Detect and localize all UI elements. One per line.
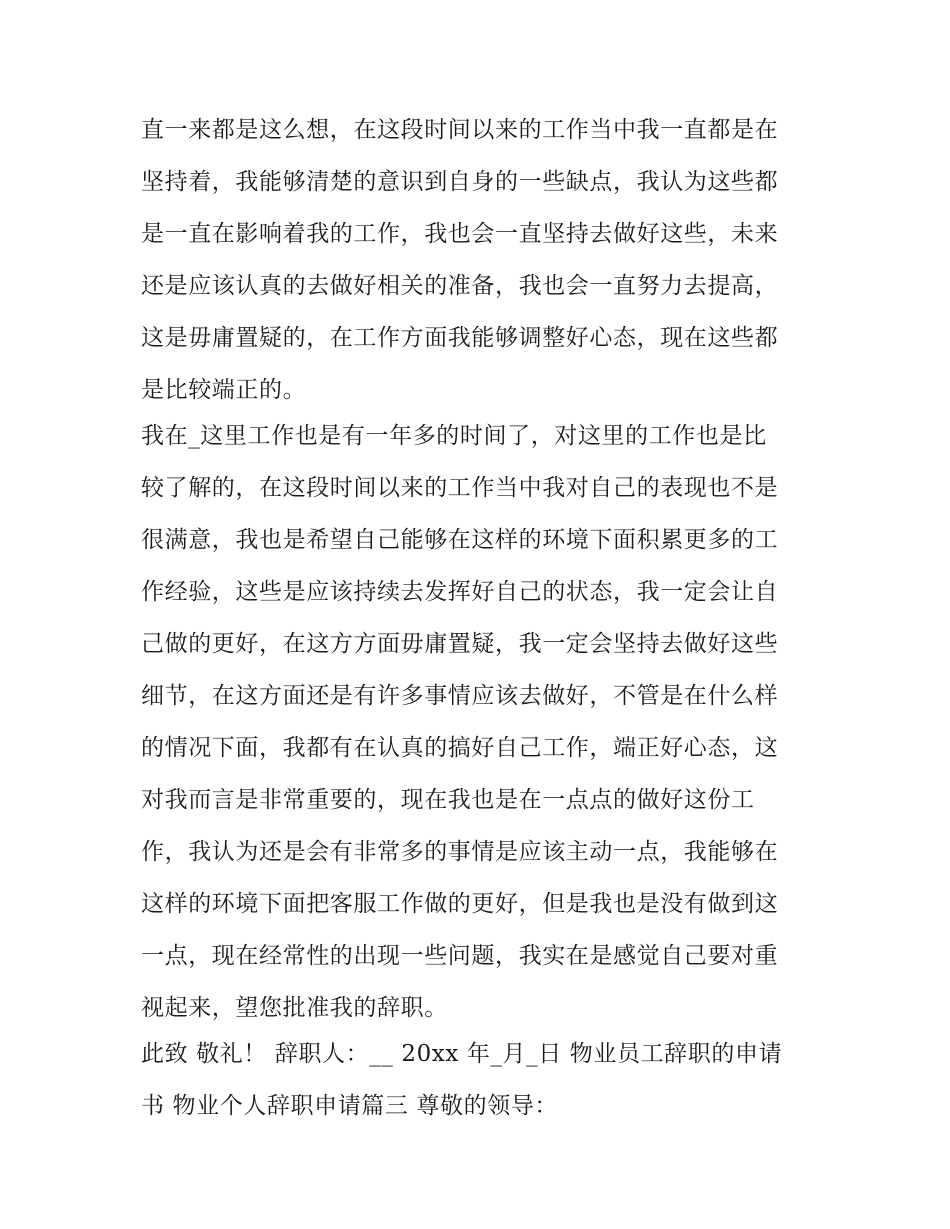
text-line: 还是应该认真的去做好相关的准备，我也会一直努力去提高，: [141, 273, 779, 299]
text-line: 书 物业个人辞职申请篇三 尊敬的领导：: [141, 1093, 559, 1119]
text-line: 的情况下面，我都有在认真的搞好自己工作，端正好心态，这: [141, 735, 779, 761]
text-line: 视起来，望您批准我的辞职。: [141, 995, 448, 1021]
text-line: 直一来都是这么想，在这段时间以来的工作当中我一直都是在: [141, 117, 779, 143]
text-line: 是比较端正的。: [141, 377, 307, 403]
text-line: 作经验，这些是应该持续去发挥好自己的状态，我一定会让自: [141, 579, 779, 605]
text-line: 很满意，我也是希望自己能够在这样的环境下面积累更多的工: [141, 527, 779, 553]
text-line: 己做的更好，在这方方面毋庸置疑，我一定会坚持去做好这些: [141, 631, 779, 657]
text-line: 这样的环境下面把客服工作做的更好，但是我也是没有做到这: [141, 891, 779, 917]
text-line: 坚持着，我能够清楚的意识到自身的一些缺点，我认为这些都: [141, 169, 779, 195]
text-line: 我在_这里工作也是有一年多的时间了，对这里的工作也是比: [141, 423, 767, 449]
text-line: 对我而言是非常重要的，现在我也是在一点点的做好这份工: [141, 787, 755, 813]
text-line: 是一直在影响着我的工作，我也会一直坚持去做好这些，未来: [141, 221, 779, 247]
text-line: 这是毋庸置疑的，在工作方面我能够调整好心态，现在这些都: [141, 325, 779, 351]
text-line: 此致 敬礼！ 辞职人：__ 20xx 年_月_日 物业员工辞职的申请: [141, 1041, 783, 1067]
text-line: 细节，在这方面还是有许多事情应该去做好，不管是在什么样: [141, 683, 779, 709]
text-line: 作，我认为还是会有非常多的事情是应该主动一点，我能够在: [141, 839, 779, 865]
text-line: 较了解的，在这段时间以来的工作当中我对自己的表现也不是: [141, 475, 779, 501]
text-line: 一点，现在经常性的出现一些问题，我实在是感觉自己要对重: [141, 943, 779, 969]
